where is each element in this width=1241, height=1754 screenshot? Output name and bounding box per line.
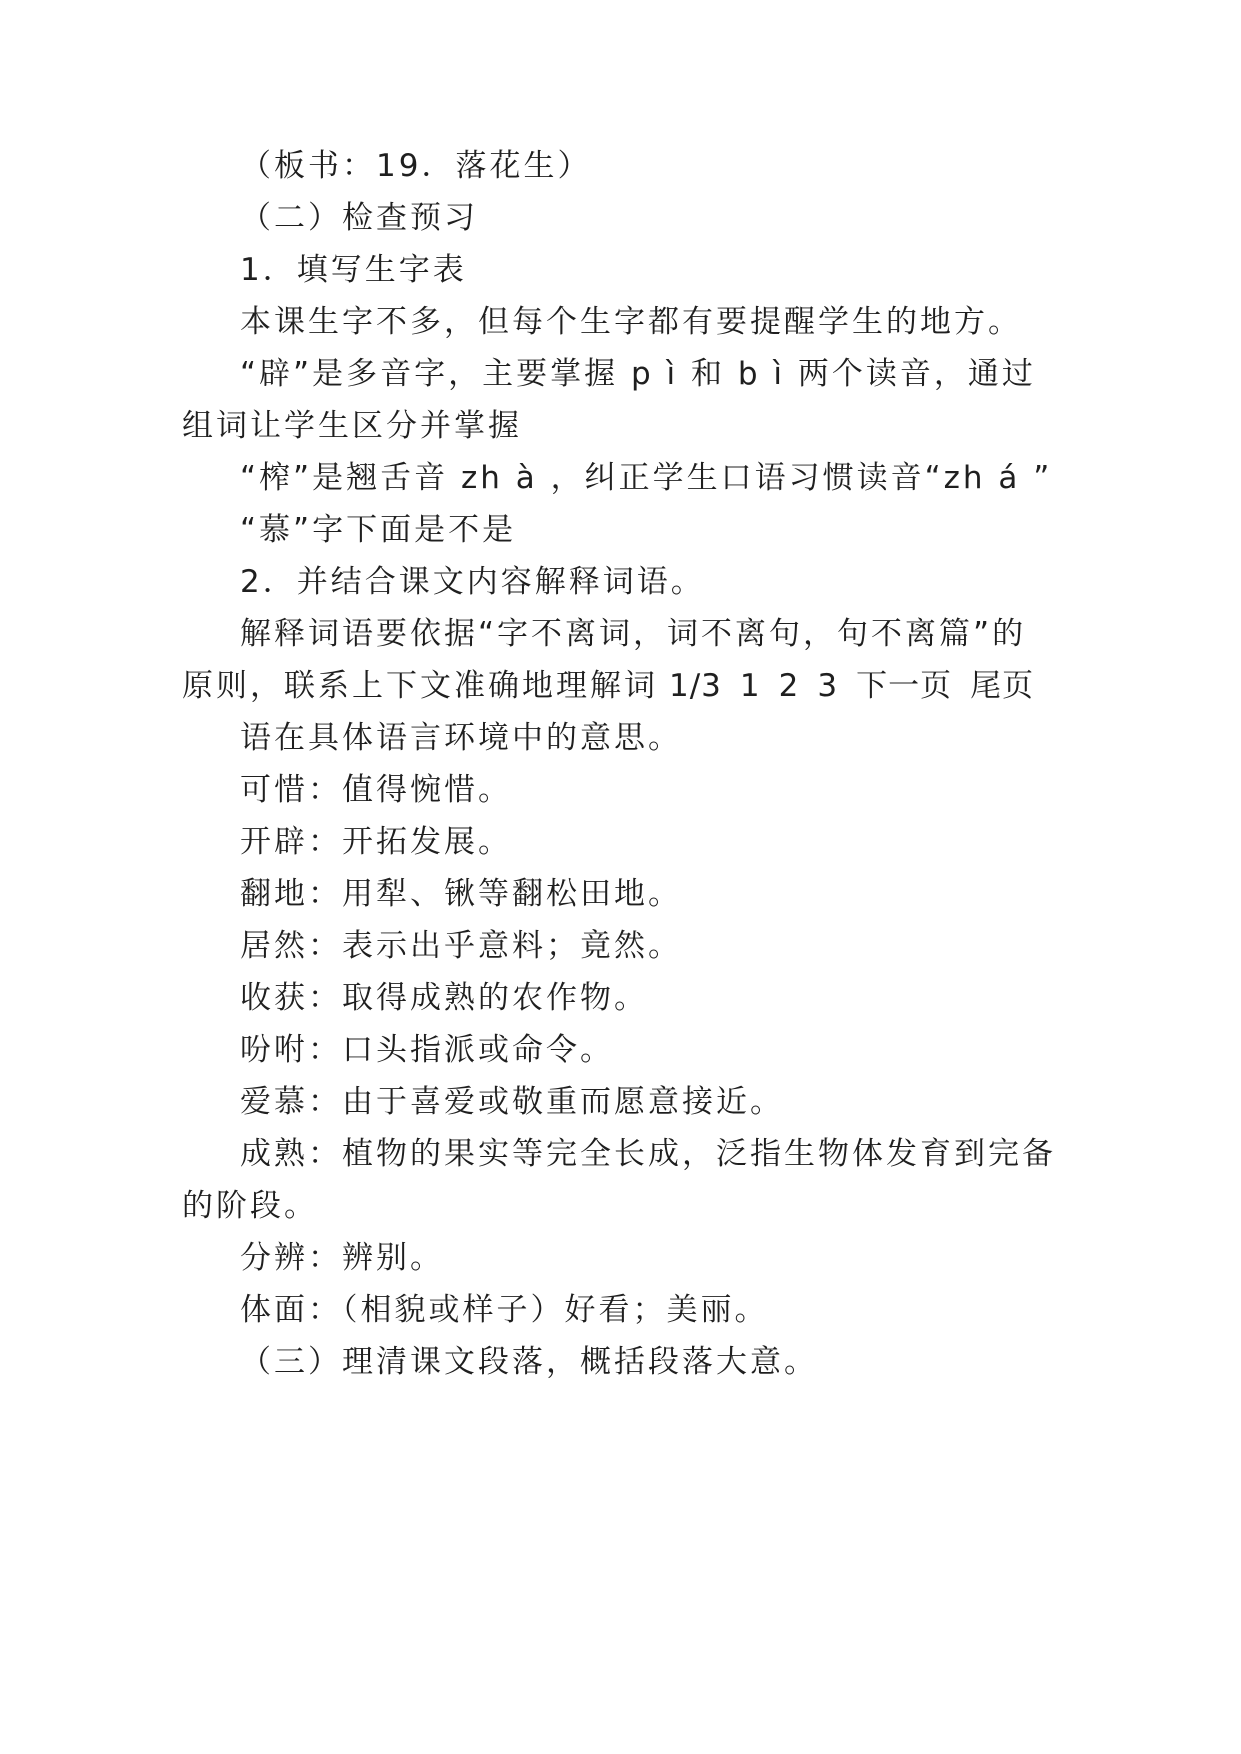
definition-line: 分辨：辨别。 xyxy=(240,1240,444,1276)
section-heading: （三）理清课文段落，概括段落大意。 xyxy=(240,1344,818,1380)
board-note: （板书：19．落花生） xyxy=(240,148,592,184)
page-indicator: 1/3 xyxy=(669,668,722,704)
page-link-2[interactable]: 2 xyxy=(778,668,800,704)
definition-line: 开辟：开拓发展。 xyxy=(240,824,512,860)
paragraph-line: 语在具体语言环境中的意思。 xyxy=(240,720,682,756)
step-heading: 2．并结合课文内容解释词语。 xyxy=(240,564,705,600)
next-page-link[interactable]: 下一页 xyxy=(856,668,953,704)
paragraph-line: 本课生字不多，但每个生字都有要提醒学生的地方。 xyxy=(240,304,1022,340)
definition-line: 吩咐：口头指派或命令。 xyxy=(240,1032,614,1068)
definition-line: 成熟：植物的果实等完全长成，泛指生物体发育到完备 xyxy=(240,1136,1056,1172)
section-heading: （二）检查预习 xyxy=(240,200,478,236)
last-page-link[interactable]: 尾页 xyxy=(970,668,1035,704)
definition-line: 的阶段。 xyxy=(182,1188,318,1224)
paragraph-line: 组词让学生区分并掌握 xyxy=(182,408,522,444)
paragraph-line: “榨”是翘舌音 zh à ，纠正学生口语习惯读音“zh á ” xyxy=(240,460,1053,496)
definition-line: 体面：（相貌或样子）好看；美丽。 xyxy=(240,1292,769,1328)
definition-line: 收获：取得成熟的农作物。 xyxy=(240,980,648,1016)
paragraph-line: “慕”字下面是不是 xyxy=(240,512,517,548)
page-link-1[interactable]: 1 xyxy=(739,668,761,704)
definition-line: 居然：表示出乎意料；竟然。 xyxy=(240,928,682,964)
pagination xyxy=(669,666,1052,706)
paragraph-line: “辟”是多音字，主要掌握 p ì 和 b ì 两个读音，通过 xyxy=(240,356,1036,392)
step-heading: 1．填写生字表 xyxy=(240,252,467,288)
definition-line: 爱慕：由于喜爱或敬重而愿意接近。 xyxy=(240,1084,784,1120)
paragraph-line: 解释词语要依据“字不离词，词不离句，句不离篇”的 xyxy=(240,616,1027,652)
definition-line: 可惜：值得惋惜。 xyxy=(240,772,512,808)
paragraph-line: 原则，联系上下文准确地理解词 xyxy=(182,668,658,704)
definition-line: 翻地：用犁、锹等翻松田地。 xyxy=(240,876,682,912)
page-link-3[interactable]: 3 xyxy=(817,668,839,704)
